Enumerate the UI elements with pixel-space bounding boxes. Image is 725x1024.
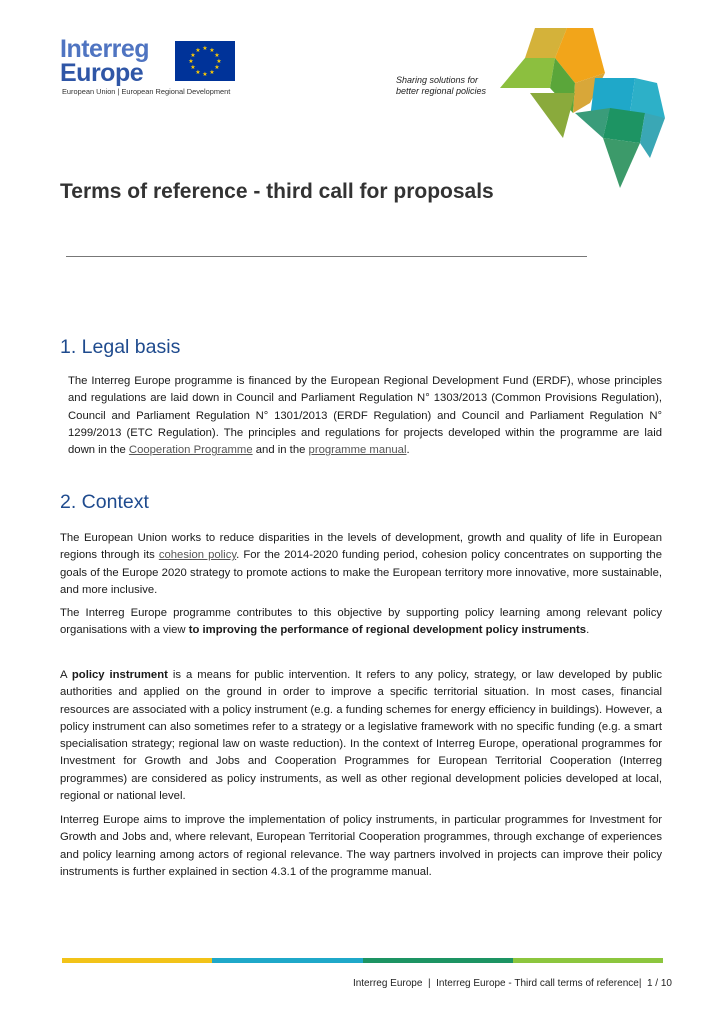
bold-emphasis: to improving the performance of regional development policy instruments: [188, 624, 587, 637]
context-paragraph-4: Interreg Europe aims to improve the implementation of policy instruments, in particular programmes for Investment for Growth and Jobs and, where relevant, European Territorial Cooperation programmes, through exchange of experiences and policy learning among actors of regional relevance. The way partners involved in projects can improve their policy instruments is further explained in section 4.3.1 of the programme manual.: [60, 814, 662, 878]
cohesion-policy-link[interactable]: cohesion policy: [158, 549, 237, 562]
logo-wordmark-europe: Europe: [60, 59, 144, 87]
bold-term-policy-instrument: policy instrument: [71, 669, 168, 681]
programme-manual-link[interactable]: programme manual: [308, 444, 407, 457]
title-divider: [66, 256, 587, 257]
footer-bar-segment-blue: [212, 958, 362, 963]
eu-flag-icon: [175, 41, 235, 81]
footer-bar-segment-green: [363, 958, 513, 963]
legal-basis-paragraph: [68, 373, 662, 459]
footer-color-bar: [62, 958, 663, 963]
section-heading-context: 2. Context: [60, 491, 149, 513]
logo-wordmark-interreg: Interreg: [60, 35, 150, 63]
paragraph-text: is a means for public intervention. It refers to any policy, strategy, or law developed by public authorities and applied on the ground in order to improve a specific territorial situation. In most cases, financial resources are associated with a policy instrument (e.g. a funding schemes for energy efficiency in buildings). However, a policy instrument can also sometimes refer to a strategy or a legislative framework with no specific funding (e.g. a smart specialisation strategy; regional law on waste reduction). In the context of Interreg Europe, operational programmes for Investment for Growth and Jobs and Cooperation Programmes for European Territorial Cooperation (Interreg programmes) are considered as policy instruments, as well as other regional development policies developed at local, regional or national level.: [60, 669, 662, 803]
policy-instrument-paragraph: [60, 667, 662, 805]
section-heading-legal-basis: 1. Legal basis: [60, 336, 181, 358]
svg-text:★: ★: [195, 69, 201, 76]
svg-text:★: ★: [190, 64, 196, 71]
context-paragraph-1: [60, 530, 662, 599]
paragraph-text: and in the: [252, 444, 309, 457]
tagline-line-1: Sharing solutions for: [396, 75, 479, 85]
paragraph-text: . For the 2014-2020 funding period, cohesion policy concentrates on supporting the goals of the Europe 2020 strategy to promote actions to make the European territory more innovative, more sustainable, and more inclusive.: [60, 549, 662, 596]
paragraph-text: A: [60, 669, 72, 681]
footer-label: Interreg Europe | Interreg Europe - Third call terms of reference| 1 / 10: [352, 978, 672, 989]
svg-text:★: ★: [216, 58, 222, 65]
cooperation-programme-link[interactable]: Cooperation Programme: [128, 444, 253, 457]
svg-text:★: ★: [190, 52, 196, 59]
paragraph-text: .: [586, 624, 590, 637]
interreg-europe-logo: [60, 35, 240, 100]
svg-text:★: ★: [188, 58, 194, 65]
paragraph-text: The Interreg Europe programme contributes to this objective by supporting policy learning among relevant policy organisations with a view: [60, 607, 662, 637]
footer-text: [160, 978, 672, 989]
svg-text:★: ★: [195, 47, 201, 54]
logo-subtitle: European Union | European Regional Development: [62, 87, 231, 96]
paragraph-text: The European Union works to reduce disparities in the levels of development, growth and quality of life in European regions through its: [60, 532, 662, 562]
svg-text:★: ★: [209, 47, 215, 54]
tagline-line-2: better regional policies: [396, 86, 487, 96]
context-paragraph-2: [60, 605, 662, 640]
decorative-polygons-graphic: [495, 28, 670, 188]
paragraph-text: .: [406, 444, 410, 457]
svg-text:★: ★: [214, 64, 220, 71]
paragraph-text: The Interreg Europe programme is financed by the European Regional Development Fund (ERDF), whose principles and regulations are laid down in Council and Parliament Regulation N° 1303/2013 (Common Provisions Regulation), Council and Parliament Regulation N° 1301/2013 (ERDF Regulation) and Council and Parliament Regulation N° 1299/2013 (ETC Regulation). The principles and regulations for projects developed within the programme are laid down in the: [68, 375, 662, 457]
document-title: Terms of reference - third call for proposals: [60, 180, 494, 203]
svg-text:★: ★: [209, 69, 215, 76]
svg-text:★: ★: [202, 71, 208, 78]
footer-bar-segment-lime: [513, 958, 663, 963]
footer-bar-segment-yellow: [62, 958, 212, 963]
svg-text:★: ★: [202, 45, 208, 52]
svg-text:★: ★: [214, 52, 220, 59]
